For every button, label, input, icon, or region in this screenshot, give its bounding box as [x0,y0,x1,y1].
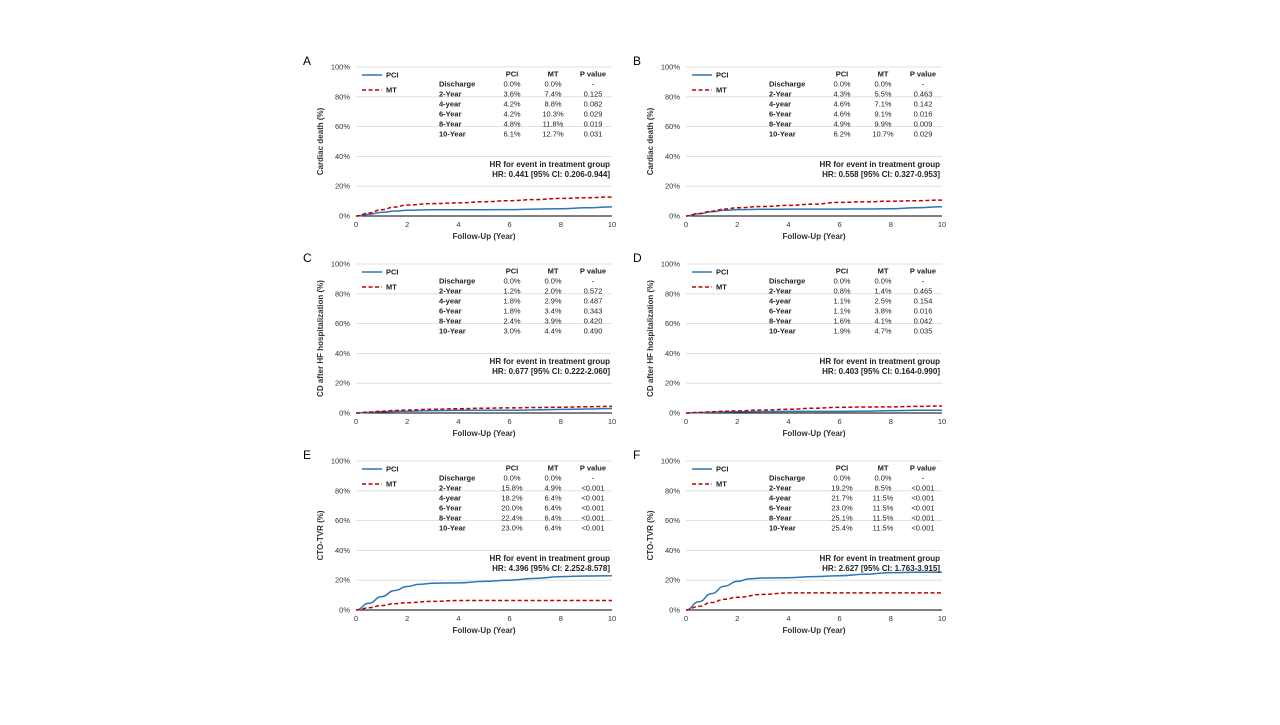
table-cell: 6.2% [833,129,851,139]
table-row-label: 2-Year [769,286,792,296]
y-tick-label: 60% [664,319,680,329]
y-tick-label: 20% [664,575,680,585]
table-cell: 4.4% [544,326,562,336]
legend-label-pci: PCI [386,70,399,80]
table-cell: 1.4% [874,286,892,296]
series-line-mt [356,197,612,216]
x-tick-label: 10 [937,614,947,623]
table-row-label: 10-Year [769,326,796,336]
table-cell: 5.5% [874,89,892,99]
table-cell: 23.0% [501,523,523,533]
table-row-label: 10-Year [439,523,466,533]
y-tick-label: 100% [330,259,350,269]
panel-a [303,54,616,241]
table-row-label: 2-Year [439,89,462,99]
table-header: P value [579,69,607,79]
table-row-label: 6-Year [439,306,462,316]
x-tick-label: 6 [507,417,512,426]
table-cell: 0.0% [544,79,562,89]
y-tick-label: 80% [664,289,680,299]
table-row-label: 4-year [769,296,792,306]
table-cell: 4.2% [503,99,521,109]
table-cell: 6.4% [544,493,562,503]
x-tick-label: 8 [888,417,893,426]
table-header: PCI [835,463,849,473]
y-tick-label: 60% [664,122,680,132]
table-header: MT [547,266,559,276]
table-row-label: 4-year [769,493,792,503]
y-tick-label: 80% [334,289,350,299]
table-cell: 6.4% [544,513,562,523]
table-cell: 0.487 [583,296,603,306]
table-cell: 0.035 [913,326,933,336]
table-cell: - [921,276,925,286]
table-row-label: 8-Year [769,119,792,129]
series-line-mt [686,593,942,610]
table-cell: 3.9% [544,316,562,326]
y-tick-label: 0% [339,408,350,418]
table-cell: 0.463 [913,89,933,99]
table-cell: 2.9% [544,296,562,306]
x-axis-label: Follow-Up (Year) [452,429,516,438]
table-row-label: 10-Year [439,326,466,336]
table-cell: 4.6% [833,109,851,119]
y-tick-label: 40% [334,151,350,161]
table-cell: 20.0% [501,503,523,513]
table-cell: 0.0% [833,79,851,89]
y-tick-label: 0% [339,605,350,615]
y-tick-label: 0% [339,211,350,221]
y-axis-label: CD after HF hospitalization (%) [316,280,325,397]
table-cell: 0.009 [913,119,933,129]
table-cell: 0.490 [583,326,603,336]
x-tick-label: 0 [353,220,359,229]
table-cell: 0.572 [583,286,603,296]
table-row-label: 8-Year [439,119,462,129]
panel-letter: A [303,54,312,68]
table-cell: 0.0% [874,79,892,89]
table-cell: 10.7% [872,129,894,139]
x-tick-label: 2 [735,220,740,229]
y-tick-label: 80% [334,92,350,102]
y-tick-label: 40% [334,348,350,358]
table-cell: 15.8% [501,483,523,493]
y-axis-label: Cardiac death (%) [316,107,325,176]
table-row-label: 8-Year [769,513,792,523]
legend-label-mt: MT [716,85,727,95]
x-tick-label: 8 [558,417,563,426]
y-tick-label: 100% [330,62,350,72]
table-row-label: 6-Year [439,503,462,513]
x-tick-label: 0 [683,220,689,229]
table-cell: - [591,276,595,286]
legend-label-pci: PCI [386,267,399,277]
x-tick-label: 2 [405,220,410,229]
table-cell: 3.0% [503,326,521,336]
y-tick-label: 20% [334,378,350,388]
table-cell: 6.4% [544,503,562,513]
y-axis-label: CTO-TVR (%) [316,510,325,561]
table-cell: 11.5% [872,523,894,533]
table-cell: 0.142 [913,99,933,109]
table-cell: 0.016 [913,109,933,119]
hr-title: HR for event in treatment group [819,554,940,563]
table-cell: 2.0% [544,286,562,296]
hr-value: HR: 0.677 [95% CI: 0.222-2.060] [492,367,610,376]
y-axis-label: CTO-TVR (%) [646,510,655,561]
table-cell: 11.5% [872,513,894,523]
y-tick-label: 60% [334,319,350,329]
panel-letter: F [633,448,641,462]
table-cell: 8.5% [874,483,892,493]
y-tick-label: 20% [334,575,350,585]
table-header: P value [579,266,607,276]
y-axis-label: CD after HF hospitalization (%) [646,280,655,397]
table-cell: <0.001 [911,483,935,493]
hr-title: HR for event in treatment group [489,554,610,563]
table-cell: - [591,473,595,483]
table-cell: 7.1% [874,99,892,109]
panel-c [303,251,616,438]
legend-label-mt: MT [716,282,727,292]
table-cell: 0.0% [833,276,851,286]
table-cell: 0.016 [913,306,933,316]
hr-title: HR for event in treatment group [819,160,940,169]
table-cell: 4.9% [544,483,562,493]
table-header: MT [547,463,559,473]
y-tick-label: 20% [334,181,350,191]
panel-letter: E [303,448,312,462]
y-tick-label: 40% [664,545,680,555]
table-cell: 4.1% [874,316,892,326]
legend-label-pci: PCI [386,464,399,474]
table-cell: <0.001 [581,503,605,513]
table-row-label: 8-Year [769,316,792,326]
table-row-label: 4-year [769,99,792,109]
table-row-label: 6-Year [769,306,792,316]
table-cell: 1.8% [503,296,521,306]
table-row-label: 2-Year [439,286,462,296]
y-tick-label: 60% [334,122,350,132]
table-cell: 9.1% [874,109,892,119]
x-tick-label: 8 [888,220,893,229]
x-tick-label: 2 [735,417,740,426]
table-cell: 0.0% [833,473,851,483]
x-tick-label: 10 [607,614,617,623]
table-cell: 4.7% [874,326,892,336]
table-cell: <0.001 [911,503,935,513]
table-row-label: Discharge [769,473,806,483]
table-cell: 0.0% [874,276,892,286]
table-row-label: Discharge [439,473,476,483]
table-cell: 3.8% [874,306,892,316]
y-tick-label: 100% [330,456,350,466]
table-header: P value [579,463,607,473]
panel-e [303,448,616,635]
table-cell: 0.0% [544,473,562,483]
x-axis-label: Follow-Up (Year) [782,429,846,438]
table-header: PCI [835,69,849,79]
y-tick-label: 0% [669,211,680,221]
table-cell: 0.465 [913,286,933,296]
panel-d [633,251,946,438]
table-cell: 0.082 [583,99,603,109]
table-cell: 11.5% [872,503,894,513]
hr-value: HR: 0.558 [95% CI: 0.327-0.953] [822,170,940,179]
table-cell: 0.0% [503,473,521,483]
table-cell: 2.4% [503,316,521,326]
table-cell: 12.7% [542,129,564,139]
table-row-label: 10-Year [769,129,796,139]
series-line-pci [686,207,942,216]
table-cell: 19.2% [831,483,853,493]
series-line-pci [356,207,612,216]
x-tick-label: 0 [353,614,359,623]
table-header: MT [877,266,889,276]
table-cell: 4.3% [833,89,851,99]
x-tick-label: 8 [558,614,563,623]
panel-letter: D [633,251,642,265]
y-tick-label: 60% [334,516,350,526]
table-header: PCI [505,463,519,473]
table-header: PCI [505,266,519,276]
x-tick-label: 6 [507,614,512,623]
table-row-label: Discharge [439,276,476,286]
y-tick-label: 40% [334,545,350,555]
table-header: PCI [835,266,849,276]
legend-label-pci: PCI [716,70,729,80]
table-cell: <0.001 [911,523,935,533]
hr-title: HR for event in treatment group [489,160,610,169]
table-cell: <0.001 [581,513,605,523]
x-tick-label: 4 [456,614,461,623]
table-cell: 0.0% [503,79,521,89]
series-line-pci [356,576,612,610]
x-tick-label: 8 [558,220,563,229]
table-row-label: 10-Year [769,523,796,533]
table-cell: <0.001 [911,493,935,503]
table-row-label: 2-Year [769,483,792,493]
table-cell: 0.154 [913,296,933,306]
table-cell: 10.3% [542,109,564,119]
x-tick-label: 4 [786,220,791,229]
y-tick-label: 80% [664,486,680,496]
table-cell: 0.125 [583,89,603,99]
hr-value: HR: 4.396 [95% CI: 2.252-8.578] [492,564,610,573]
table-header: MT [547,69,559,79]
table-cell: 1.1% [833,296,851,306]
table-row-label: 6-Year [769,503,792,513]
table-header: MT [877,463,889,473]
x-tick-label: 6 [837,220,842,229]
table-row-label: 10-Year [439,129,466,139]
table-cell: 1.1% [833,306,851,316]
x-tick-label: 4 [456,417,461,426]
table-row-label: 2-Year [769,89,792,99]
y-tick-label: 20% [664,181,680,191]
x-tick-label: 10 [607,220,617,229]
x-tick-label: 6 [837,417,842,426]
table-cell: - [921,79,925,89]
hr-value: HR: 2.627 [95% CI: 1.763-3.915] [822,564,940,573]
x-tick-label: 4 [456,220,461,229]
hr-title: HR for event in treatment group [489,357,610,366]
table-cell: 4.2% [503,109,521,119]
table-cell: 22.4% [501,513,523,523]
table-header: P value [909,463,937,473]
table-row-label: 8-Year [439,513,462,523]
table-cell: <0.001 [581,493,605,503]
table-cell: 4.9% [833,119,851,129]
table-cell: 1.8% [503,306,521,316]
table-cell: 23.0% [831,503,853,513]
table-cell: 7.4% [544,89,562,99]
x-tick-label: 4 [786,417,791,426]
table-cell: 3.6% [503,89,521,99]
legend-label-mt: MT [386,282,397,292]
y-tick-label: 100% [660,62,680,72]
table-cell: 4.8% [503,119,521,129]
table-cell: 0.029 [583,109,603,119]
table-cell: 0.042 [913,316,933,326]
x-tick-label: 10 [937,417,947,426]
table-row-label: Discharge [439,79,476,89]
table-cell: 0.8% [833,286,851,296]
legend-label-pci: PCI [716,464,729,474]
y-tick-label: 80% [664,92,680,102]
y-tick-label: 20% [664,378,680,388]
x-tick-label: 2 [735,614,740,623]
table-cell: 8.8% [544,99,562,109]
legend-label-mt: MT [386,85,397,95]
table-header: P value [909,69,937,79]
table-cell: 0.0% [874,473,892,483]
x-axis-label: Follow-Up (Year) [452,232,516,241]
x-axis-label: Follow-Up (Year) [782,232,846,241]
table-row-label: 2-Year [439,483,462,493]
table-row-label: 6-Year [439,109,462,119]
table-cell: 11.5% [872,493,894,503]
y-tick-label: 100% [660,456,680,466]
panel-letter: C [303,251,312,265]
x-tick-label: 6 [837,614,842,623]
series-line-pci [686,572,942,610]
x-tick-label: 0 [683,614,689,623]
x-axis-label: Follow-Up (Year) [452,626,516,635]
panel-f [633,448,946,635]
table-row-label: 6-Year [769,109,792,119]
table-cell: 6.1% [503,129,521,139]
table-cell: 1.2% [503,286,521,296]
table-row-label: Discharge [769,276,806,286]
table-row-label: 4-year [439,99,462,109]
x-tick-label: 4 [786,614,791,623]
table-row-label: 4-year [439,493,462,503]
x-tick-label: 0 [683,417,689,426]
table-header: PCI [505,69,519,79]
table-row-label: 4-year [439,296,462,306]
table-cell: 6.4% [544,523,562,533]
table-cell: - [921,473,925,483]
table-row-label: Discharge [769,79,806,89]
table-cell: 11.8% [542,119,564,129]
table-cell: 0.0% [544,276,562,286]
legend-label-mt: MT [386,479,397,489]
table-cell: 0.0% [503,276,521,286]
table-cell: 4.6% [833,99,851,109]
x-tick-label: 2 [405,614,410,623]
table-cell: 18.2% [501,493,523,503]
table-cell: 0.343 [583,306,603,316]
y-tick-label: 80% [334,486,350,496]
table-cell: - [591,79,595,89]
x-tick-label: 0 [353,417,359,426]
table-cell: 0.420 [583,316,603,326]
x-tick-label: 10 [937,220,947,229]
y-tick-label: 0% [669,605,680,615]
table-cell: 0.019 [583,119,603,129]
x-axis-label: Follow-Up (Year) [782,626,846,635]
x-tick-label: 6 [507,220,512,229]
table-header: MT [877,69,889,79]
series-line-pci [356,409,612,414]
hr-value: HR: 0.403 [95% CI: 0.164-0.990] [822,367,940,376]
panel-letter: B [633,54,642,68]
table-cell: 2.5% [874,296,892,306]
x-tick-label: 8 [888,614,893,623]
table-cell: 1.9% [833,326,851,336]
y-tick-label: 0% [669,408,680,418]
table-cell: 21.7% [831,493,853,503]
x-tick-label: 2 [405,417,410,426]
table-cell: 1.6% [833,316,851,326]
y-tick-label: 60% [664,516,680,526]
table-cell: 3.4% [544,306,562,316]
table-cell: 0.031 [583,129,603,139]
y-tick-label: 40% [664,151,680,161]
table-cell: <0.001 [911,513,935,523]
series-line-mt [356,601,612,611]
table-row-label: 8-Year [439,316,462,326]
table-cell: 25.4% [831,523,853,533]
table-cell: <0.001 [581,483,605,493]
hr-value: HR: 0.441 [95% CI: 0.206-0.944] [492,170,610,179]
x-tick-label: 10 [607,417,617,426]
table-cell: 9.9% [874,119,892,129]
y-tick-label: 100% [660,259,680,269]
table-cell: 0.029 [913,129,933,139]
table-cell: <0.001 [581,523,605,533]
legend-label-mt: MT [716,479,727,489]
y-axis-label: Cardiac death (%) [646,107,655,176]
table-cell: 25.1% [831,513,853,523]
hr-title: HR for event in treatment group [819,357,940,366]
y-tick-label: 40% [664,348,680,358]
legend-label-pci: PCI [716,267,729,277]
panel-b [633,54,946,241]
table-header: P value [909,266,937,276]
